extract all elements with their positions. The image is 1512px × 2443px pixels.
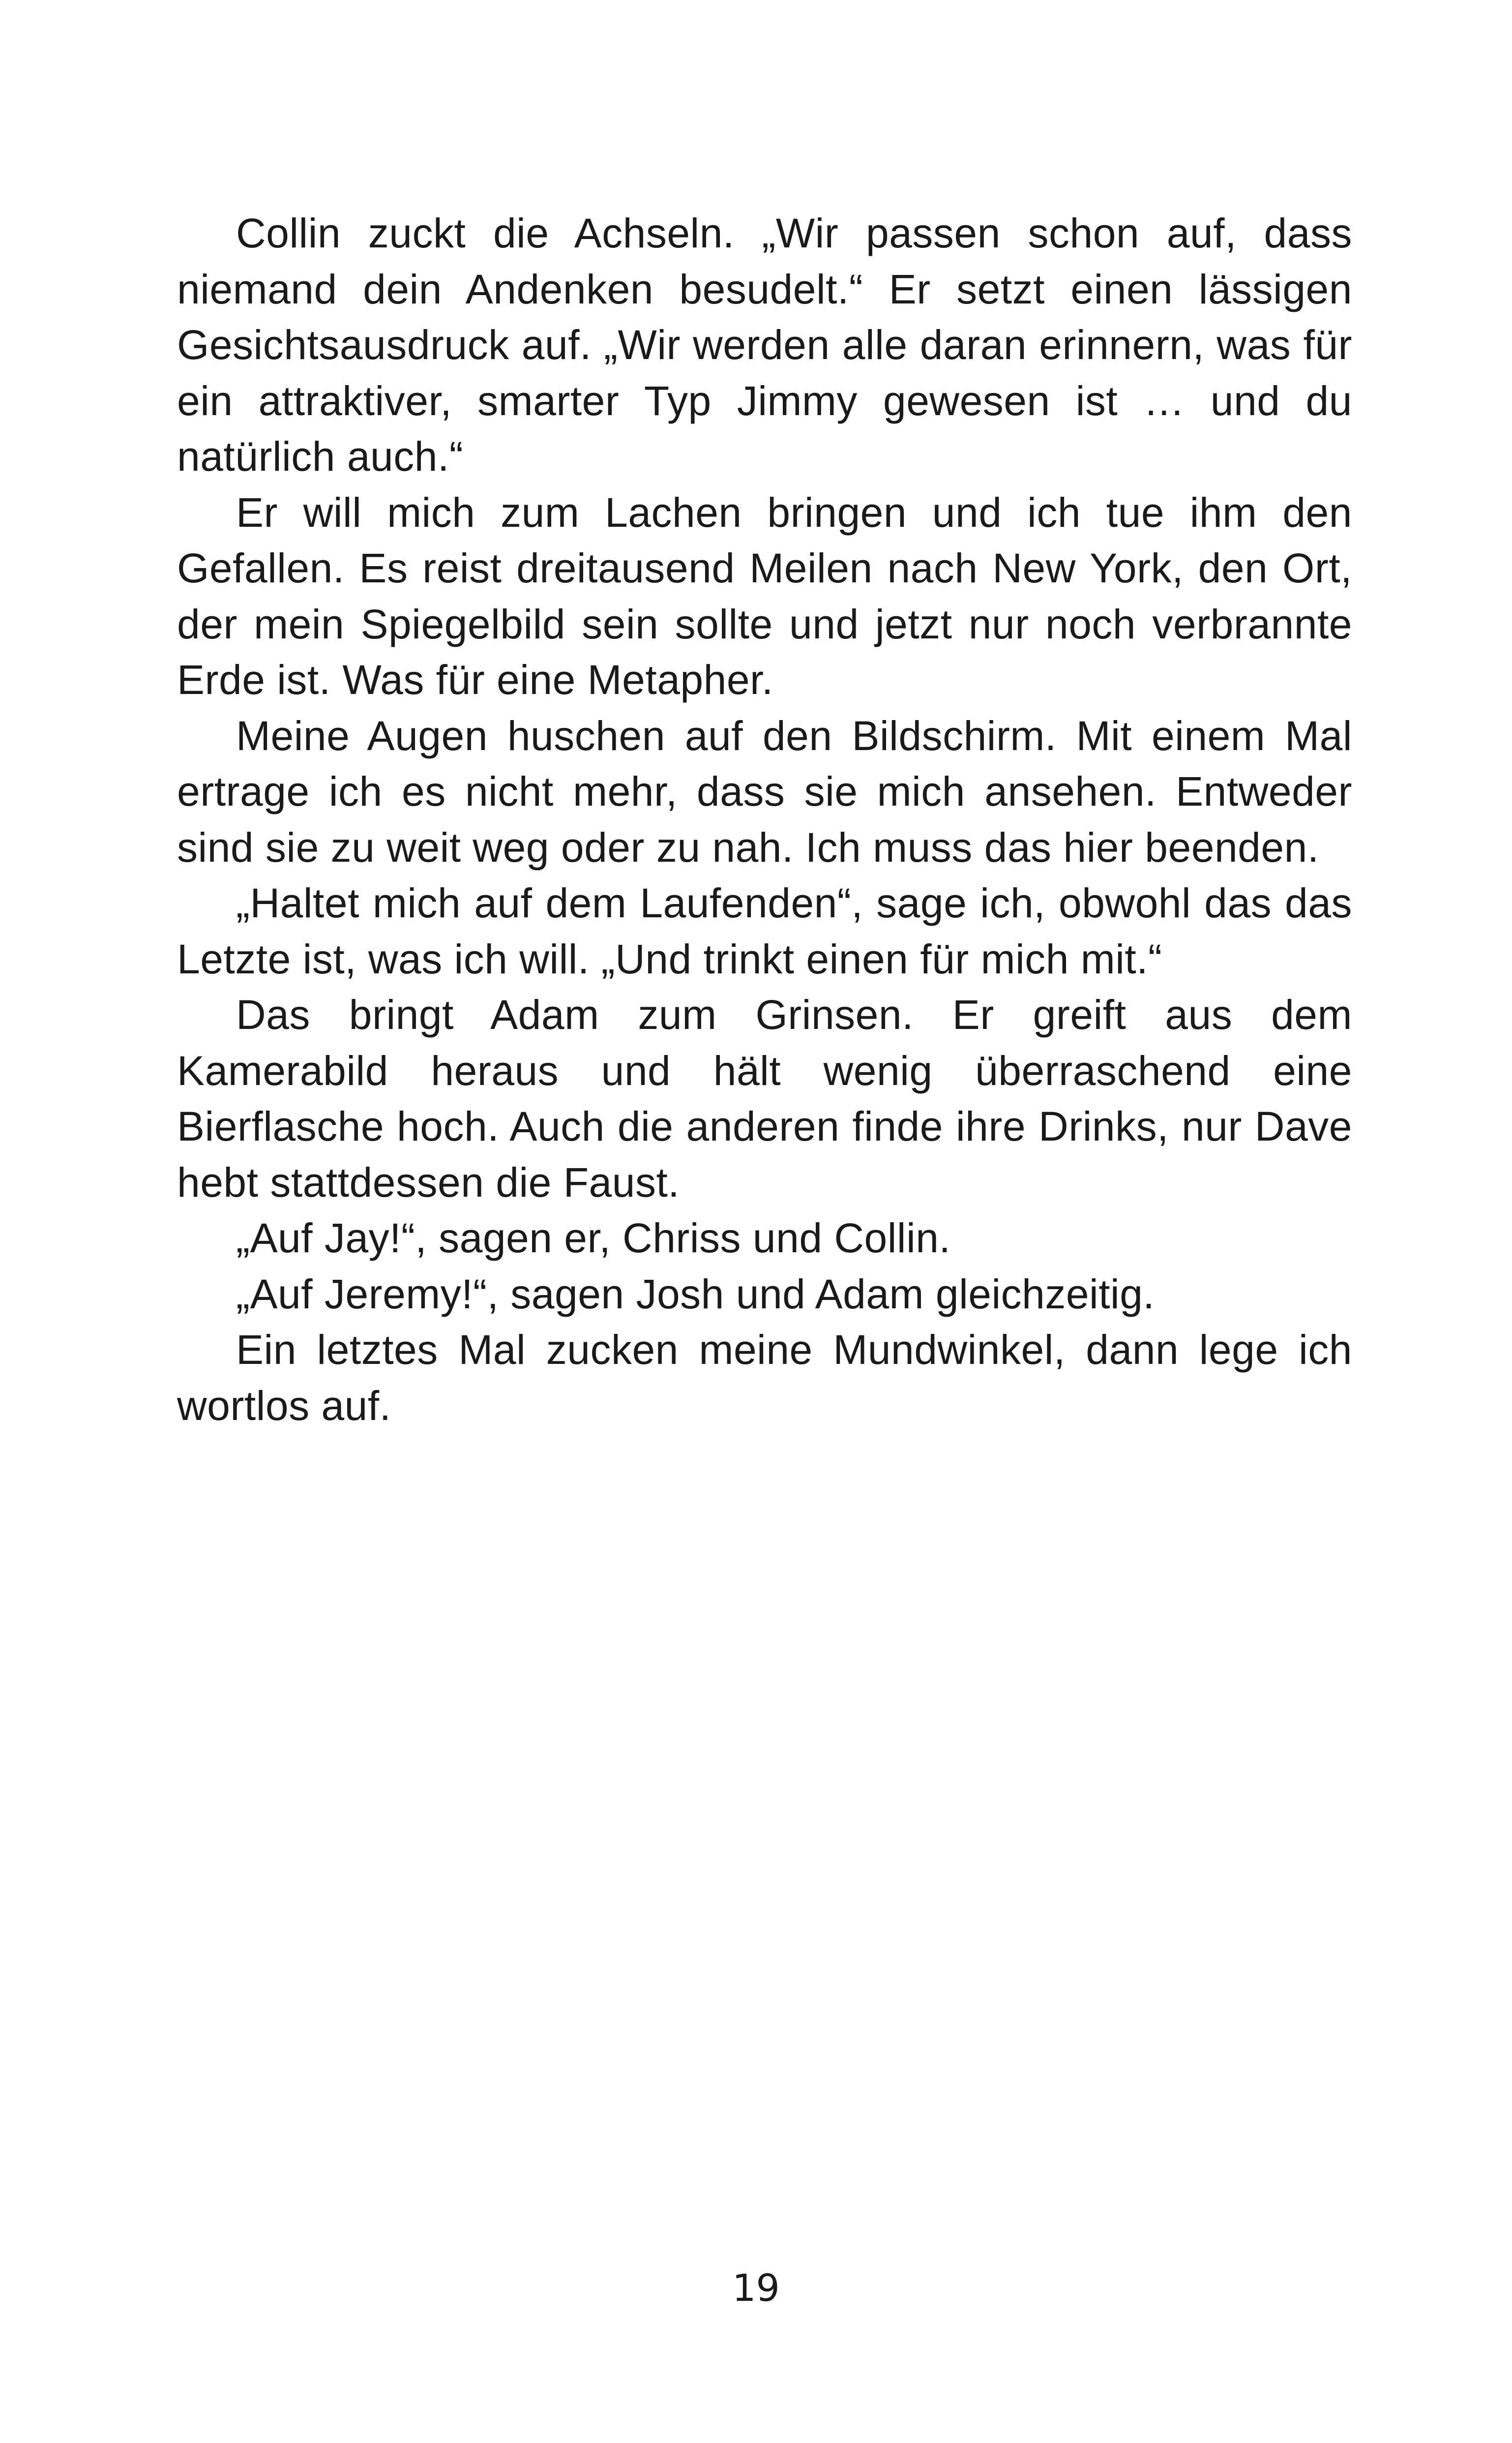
body-text [177, 206, 1352, 1434]
paragraph: Collin zuckt die Achseln. „Wir passen schon auf, dass niemand dein Andenken besudelt.“ Er setzt einen lässigen Gesichtsausdruck auf. „Wir werden alle daran erinnern, was für ein attraktiver, smarter Typ Jimmy gewesen ist … und du natürlich auch.“ [177, 210, 1352, 480]
paragraph: Ein letztes Mal zucken meine Mundwinkel, dann lege ich wortlos auf. [177, 1327, 1352, 1429]
paragraph: „Auf Jay!“, sagen er, Chriss und Collin. [236, 1215, 951, 1261]
paragraph: „Haltet mich auf dem Laufenden“, sage ich, obwohl das das Letzte ist, was ich will. „Und trinkt einen für mich mit.“ [177, 880, 1352, 982]
paragraph: Er will mich zum Lachen bringen und ich tue ihm den Gefallen. Es reist dreitausend Meilen nach New York, den Ort, der mein Spiegelbild sein sollte und jetzt nur noch verbrannte Erde ist. Was für eine Metapher. [177, 489, 1352, 703]
paragraph: Meine Augen huschen auf den Bildschirm. Mit einem Mal ertrage ich es nicht mehr, dass sie mich ansehen. Entweder sind sie zu weit weg oder zu nah. Ich muss das hier beenden. [177, 712, 1352, 871]
paragraph: „Auf Jeremy!“, sagen Josh und Adam gleichzeitig. [236, 1270, 1155, 1317]
paragraph: Das bringt Adam zum Grinsen. Er greift aus dem Kamerabild heraus und hält wenig überraschend eine Bierflasche hoch. Auch die anderen finde ihre Drinks, nur Dave hebt stattdessen die Faust. [177, 992, 1352, 1206]
page-number: 19 [732, 2266, 780, 2310]
